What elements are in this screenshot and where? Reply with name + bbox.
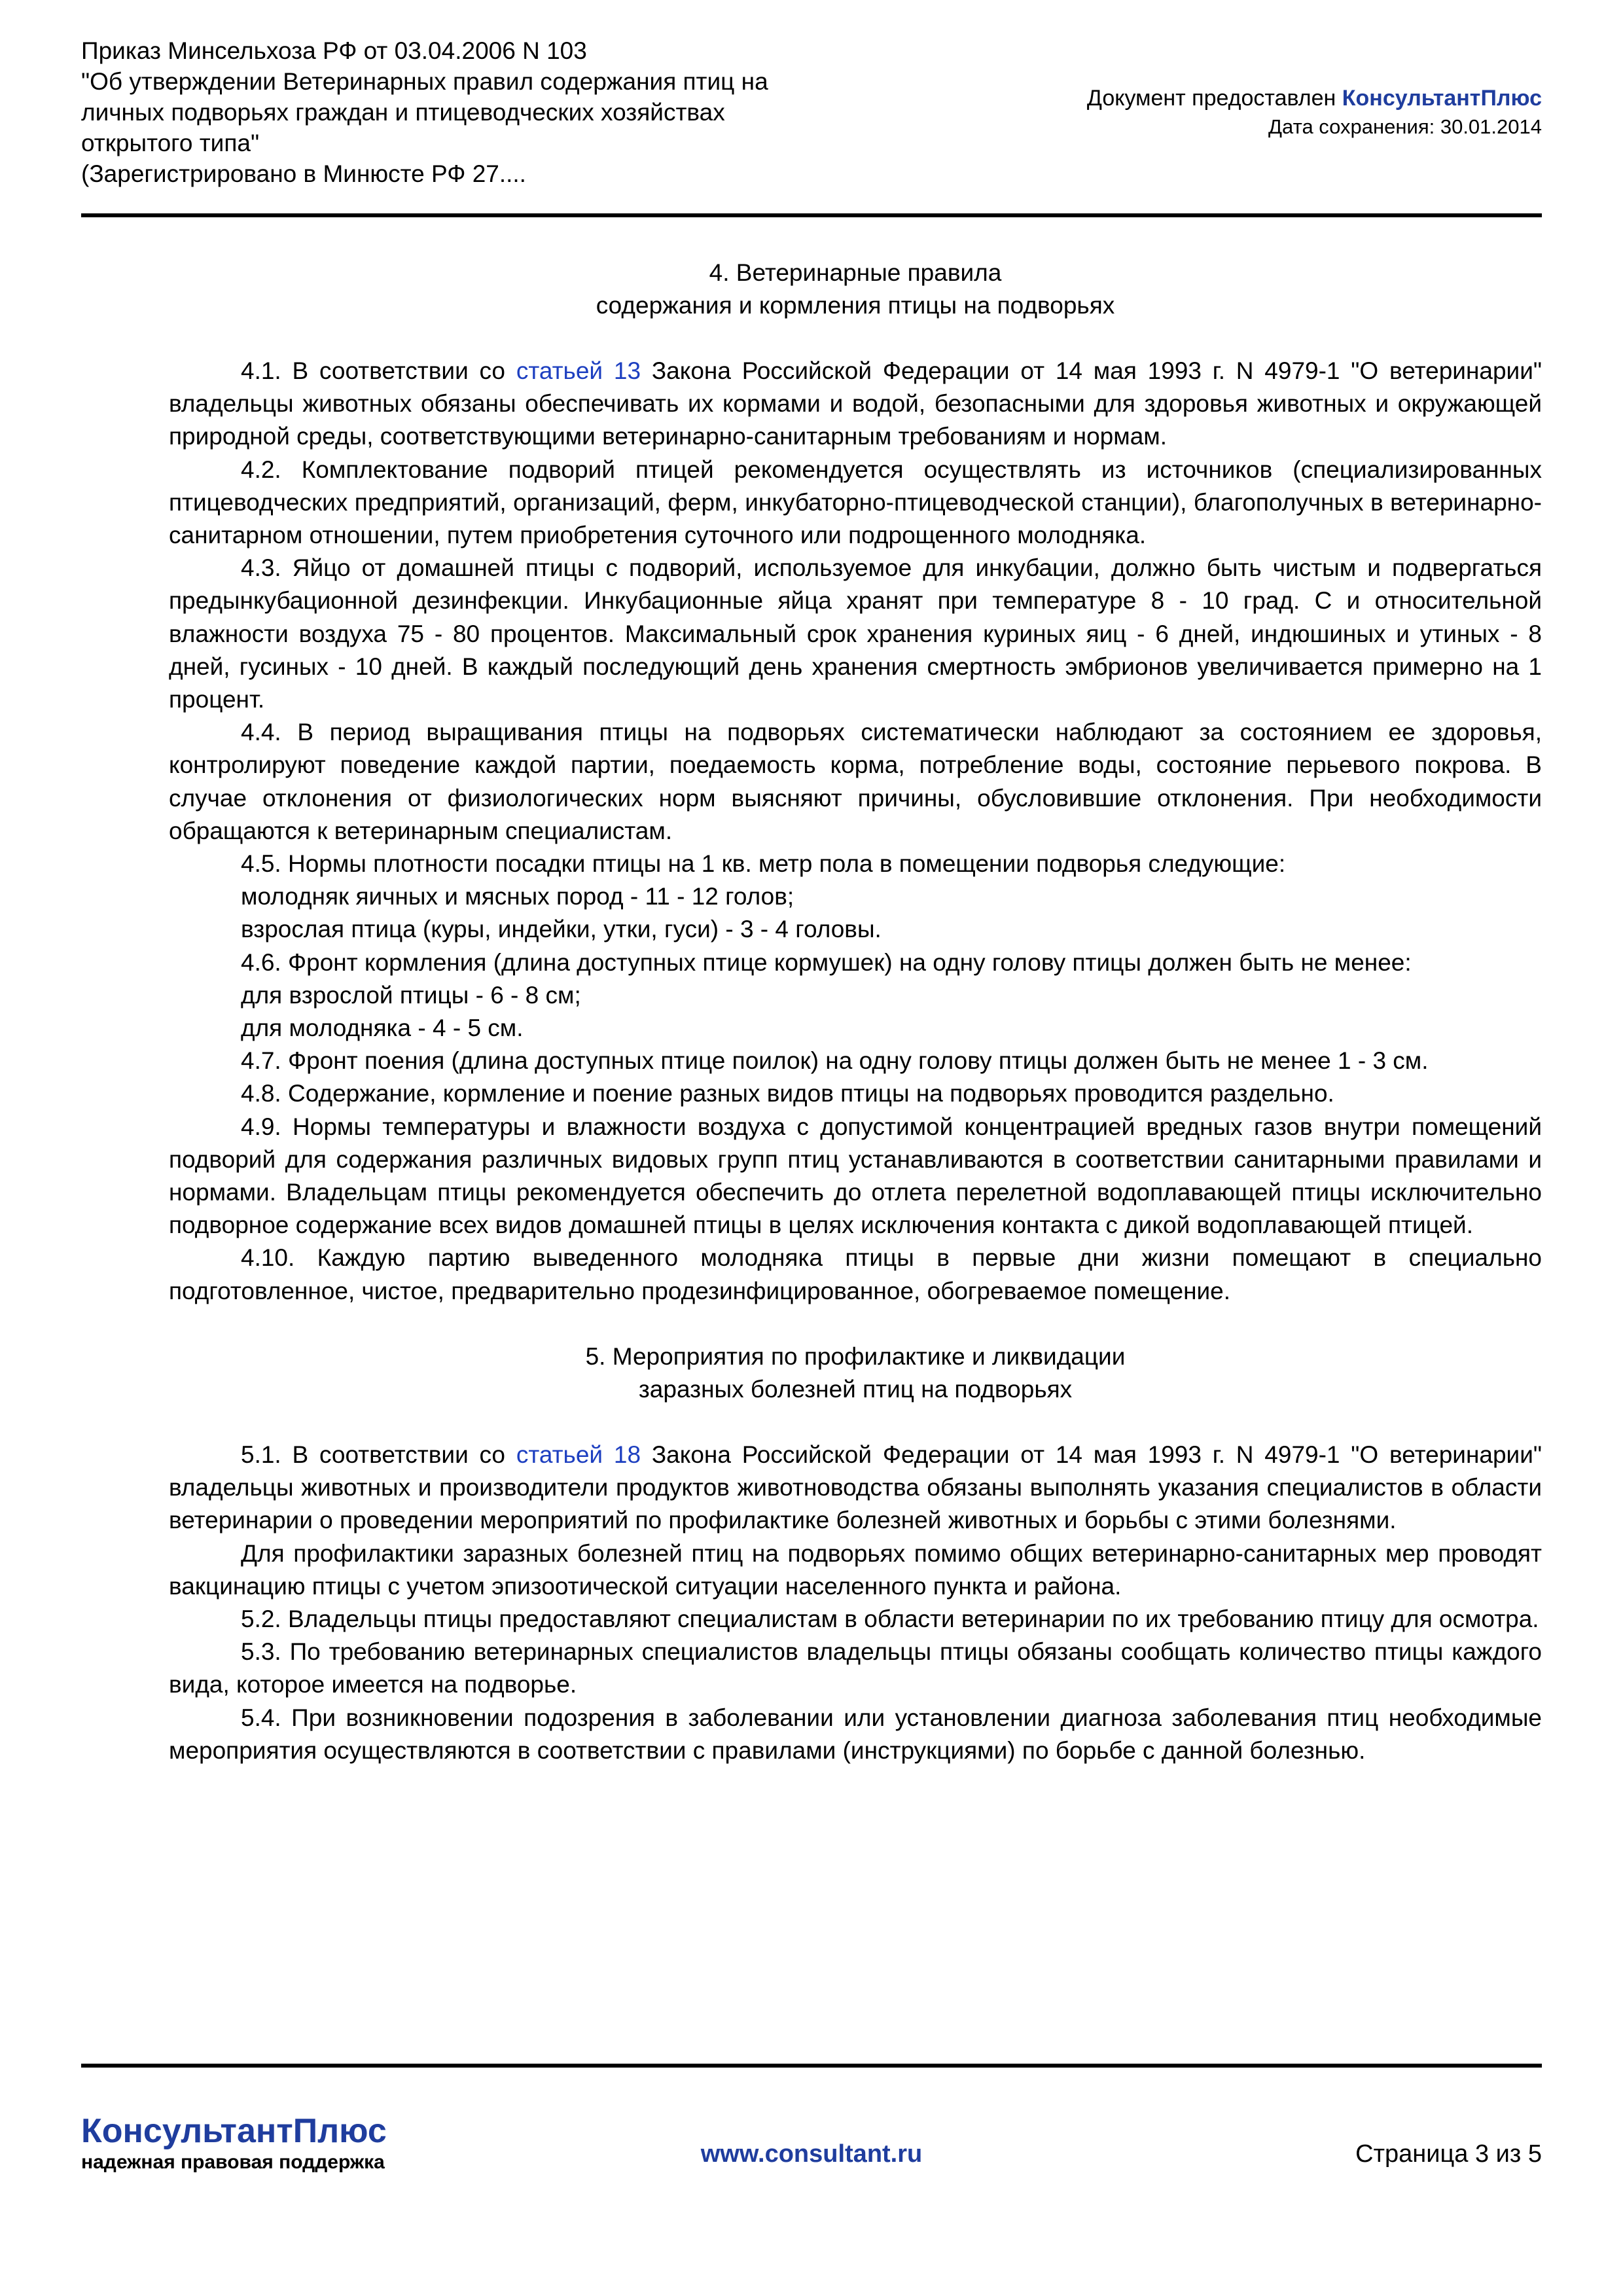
brand-name: КонсультантПлюс xyxy=(1342,86,1542,111)
page-number: Страница 3 из 5 xyxy=(1355,2140,1542,2168)
paragraph-4-2: 4.2. Комплектование подворий птицей рекомендуется осуществлять из источников (специализированных птицеводческих предприятий, организаций, ферм, инкубаторно-птицеводческой станции), благополучных в ветеринарно-санитарном отношении, путем приобретения суточного или подрощенного молодняка. xyxy=(169,456,1542,549)
paragraph-4-5-item: взрослая птица (куры, индейки, утки, гуси) - 3 - 4 головы. xyxy=(241,916,882,943)
paragraph-4-9: 4.9. Нормы температуры и влажности воздуха с допустимой концентрацией вредных газов внутри помещений подворий для содержания различных видовых групп птиц устанавливаются в соответствии санитарными правилами и нормами. Владельцам птицы рекомендуется обеспечить до отлета перелетной водоплавающей птицы исключительно подворное содержание всех видов домашней птицы в целях исключения контакта с дикой водоплавающей птицей. xyxy=(169,1113,1542,1239)
title-line: личных подворьях граждан и птицеводческих хозяйствах xyxy=(81,99,725,126)
paragraph-5-1 xyxy=(169,1439,1542,1537)
paragraph-4-6: 4.6. Фронт кормления (длина доступных птице кормушек) на одну голову птицы должен быть не менее: xyxy=(241,948,1412,976)
section-title-line: 5. Мероприятия по профилактике и ликвидации xyxy=(585,1342,1126,1370)
paragraph-5-2: 5.2. Владельцы птицы предоставляют специалистам в области ветеринарии по их требованию птицу для осмотра. xyxy=(241,1605,1539,1632)
footer-tagline: надежная правовая поддержка xyxy=(81,2151,385,2173)
paragraph-4-5: 4.5. Нормы плотности посадки птицы на 1 кв. метр пола в помещении подворья следующие: xyxy=(241,850,1286,878)
provider-info xyxy=(1087,84,1542,141)
document-title xyxy=(81,35,899,189)
paragraph-5-1b: Для профилактики заразных болезней птиц на подворьях помимо общих ветеринарно-санитарных мер проводят вакцинацию птицы с учетом эпизоотической ситуации населенного пункта и района. xyxy=(169,1539,1542,1600)
text: 5.1. В соответствии со xyxy=(241,1441,516,1468)
paragraph-4-7: 4.7. Фронт поения (длина доступных птице поилок) на одну голову птицы должен быть не менее 1 - 3 см. xyxy=(241,1047,1429,1075)
footer-divider xyxy=(81,2064,1542,2068)
paragraph-4-5-item: молодняк яичных и мясных пород - 11 - 12 голов; xyxy=(241,883,794,910)
article-18-link[interactable]: статьей 18 xyxy=(516,1441,641,1468)
title-line: Приказ Минсельхоза РФ от 03.04.2006 N 103 xyxy=(81,37,587,64)
title-line: (Зарегистрировано в Минюсте РФ 27.... xyxy=(81,160,526,187)
provided-by-label: Документ предоставлен xyxy=(1086,86,1342,111)
footer-logo xyxy=(81,2111,387,2174)
text: Закона Российской Федерации от 14 мая 1993 г. N 4979-1 "О ветеринарии" владельцы животных обязаны обеспечивать их кормами и водой, безопасными для здоровья животных и окружающей природной среды, соответствующими ветеринарно-санитарным требованиям и нормам. xyxy=(169,357,1542,450)
paragraph-4-10: 4.10. Каждую партию выведенного молодняка птицы в первые дни жизни помещают в специально подготовленное, чистое, предварительно продезинфицированное, обогреваемое помещение. xyxy=(169,1244,1542,1304)
text: 4.1. В соответствии со xyxy=(241,357,516,384)
title-line: открытого типа" xyxy=(81,130,260,156)
website-link[interactable]: www.consultant.ru xyxy=(700,2140,923,2168)
document-body xyxy=(169,257,1542,1767)
title-line: "Об утверждении Ветеринарных правил содержания птиц на xyxy=(81,68,768,95)
paragraph-4-8: 4.8. Содержание, кормление и поение разных видов птицы на подворьях проводится раздельно. xyxy=(241,1080,1334,1107)
saved-date: Дата сохранения: 30.01.2014 xyxy=(1268,115,1542,138)
section-title-line: 4. Ветеринарные правила xyxy=(709,259,1002,286)
section-title-line: содержания и кормления птицы на подворьях xyxy=(596,292,1115,319)
paragraph-4-4: 4.4. В период выращивания птицы на подворьях систематически наблюдают за состоянием ее здоровья, контролируют поведение каждой партии, поедаемость корма, потребление воды, состояние перьевого покрова. В случае отклонения от физиологических норм выясняют причины, обусловившие отклонения. При необходимости обращаются к ветеринарным специалистам. xyxy=(169,719,1542,844)
paragraph-4-6-item: для взрослой птицы - 6 - 8 см; xyxy=(241,981,581,1009)
section-4-title xyxy=(169,257,1542,322)
paragraph-5-3: 5.3. По требованию ветеринарных специалистов владельцы птицы обязаны сообщать количество птицы каждого вида, которое имеется на подворье. xyxy=(169,1638,1542,1698)
paragraph-4-1 xyxy=(169,355,1542,454)
header-divider xyxy=(81,213,1542,217)
paragraph-4-6-item: для молодняка - 4 - 5 см. xyxy=(241,1014,524,1042)
footer-brand: КонсультантПлюс xyxy=(81,2112,387,2150)
paragraph-4-3: 4.3. Яйцо от домашней птицы с подворий, используемое для инкубации, должно быть чистым и подвергаться предынкубационной дезинфекции. Инкубационные яйца хранят при температуре 8 - 10 град. С и относительной влажности воздуха 75 - 80 процентов. Максимальный срок хранения куриных яиц - 6 дней, индюшиных и утиных - 8 дней, гусиных - 10 дней. В каждый последующий день хранения смертность эмбрионов увеличивается примерно на 1 процент. xyxy=(169,554,1542,713)
article-13-link[interactable]: статьей 13 xyxy=(516,357,641,384)
section-5-title xyxy=(169,1340,1542,1406)
paragraph-5-4: 5.4. При возникновении подозрения в заболевании или установлении диагноза заболевания птиц необходимые мероприятия осуществляются в соответствии с правилами (инструкциями) по борьбе с данной болезнью. xyxy=(169,1704,1542,1764)
section-title-line: заразных болезней птиц на подворьях xyxy=(638,1375,1073,1403)
text: Закона Российской Федерации от 14 мая 1993 г. N 4979-1 "О ветеринарии" владельцы животных и производители продуктов животноводства обязаны выполнять указания специалистов в области ветеринарии о проведении мероприятий по профилактике болезней животных и борьбы с этими болезнями. xyxy=(169,1441,1542,1534)
